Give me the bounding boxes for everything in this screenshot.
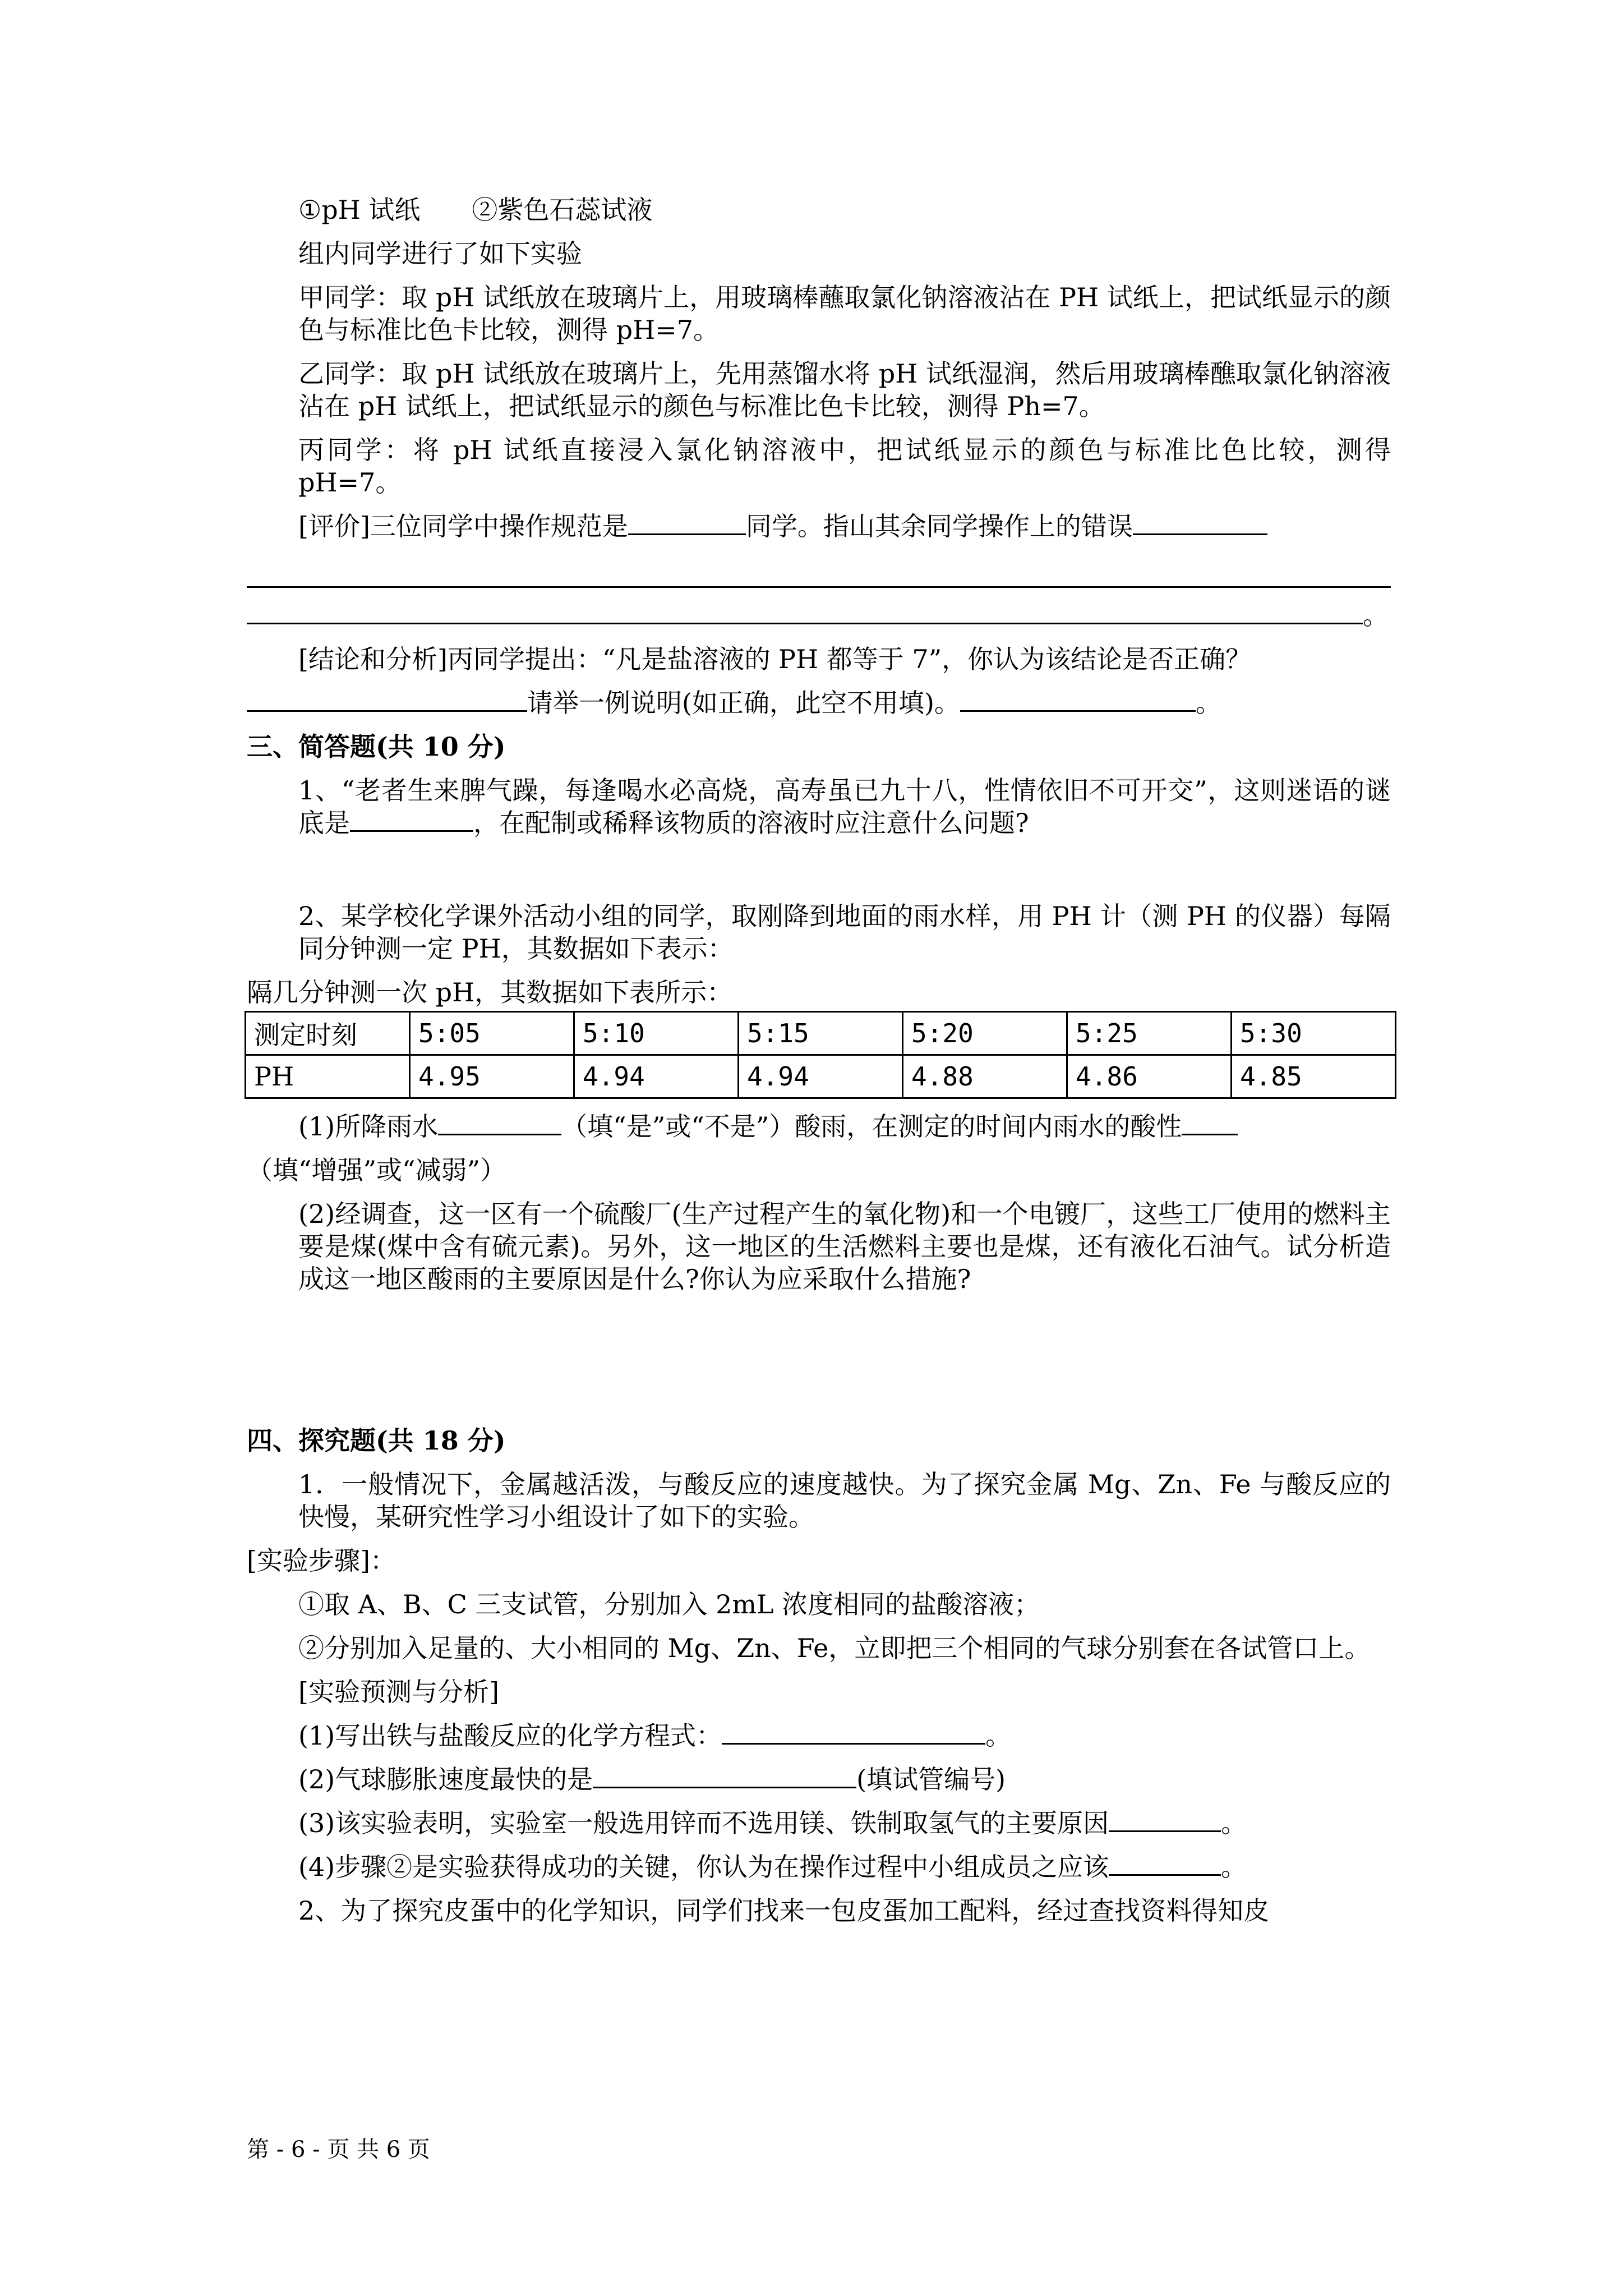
question-3-2-table-intro: 隔几分钟测一次 pH，其数据如下表所示： [247, 977, 733, 1007]
prediction-heading: [实验预测与分析] [298, 1677, 499, 1707]
table-cell: 5:15 [739, 1012, 903, 1055]
answer-space [247, 1306, 1391, 1424]
table-row [246, 1055, 1396, 1098]
section-heading-3: 三、简答题(共 10 分) [247, 731, 506, 762]
evaluation-line [247, 510, 1391, 542]
step-2: ②分别加入足量的、大小相同的 Mg、Zn、Fe，立即把三个相同的气球分别套在各试管口上。 [298, 1633, 1371, 1663]
answer-blank-long[interactable] [247, 600, 1363, 624]
question-3-1-text-1: 1、“老者生来脾气躁，每逢喝水必高烧，高寿虽已九十八，性情依旧不可开交”，这则迷语的谜底是 [298, 775, 1391, 838]
prediction-2-text-2: (填试管编号) [856, 1764, 1006, 1795]
line-group-intro: 组内同学进行了如下实验 [298, 238, 582, 269]
answer-line-full[interactable] [247, 554, 1391, 588]
step-1: ①取 A、B、C 三支试管，分别加入 2mL 浓度相同的盐酸溶液； [298, 1589, 1040, 1619]
prediction-4-text: (4)步骤②是实验获得成功的关键，你认为在操作过程中小组成员之应该 [298, 1852, 1109, 1882]
answer-blank-evaluation-2[interactable] [1133, 511, 1267, 535]
ph-data-table [245, 1011, 1396, 1099]
section-heading-4: 四、探究题(共 18 分) [247, 1425, 506, 1456]
answer-blank-equation[interactable] [722, 1720, 985, 1745]
table-cell: 4.94 [739, 1055, 903, 1098]
example-line [247, 687, 1391, 719]
evaluation-text-1: [评价]三位同学中操作规范是 [298, 511, 628, 541]
table-cell: 5:20 [903, 1012, 1067, 1055]
table-cell: 5:05 [410, 1012, 574, 1055]
question-3-2-1 [247, 1110, 1391, 1143]
table-row [246, 1012, 1396, 1055]
table-cell: 4.85 [1232, 1055, 1396, 1098]
answer-blank-tube[interactable] [593, 1764, 856, 1788]
question-4-2: 2、为了探究皮蛋中的化学知识，同学们找来一包皮蛋加工配料，经过查找资料得知皮 [298, 1895, 1270, 1926]
line-ph-options: ①pH 试纸 ②紫色石蕊试液 [298, 195, 653, 225]
example-text: 请举一例说明(如正确，此空不用填)。 [527, 688, 960, 718]
question-3-2-1-text-2: （填“是”或“不是”）酸雨，在测定的时间内雨水的酸性 [561, 1111, 1182, 1142]
answer-blank-evaluation-1[interactable] [628, 511, 746, 535]
table-header-cell: PH [246, 1055, 410, 1098]
table-cell: 5:25 [1067, 1012, 1232, 1055]
table-cell: 4.95 [410, 1055, 574, 1098]
period-mark: 。 [985, 1720, 1012, 1751]
answer-blank-operation[interactable] [1109, 1852, 1221, 1876]
question-3-1-text-2: ，在配制或稀释该物质的溶液时应注意什么问题? [473, 808, 1029, 838]
evaluation-text-2: 同学。指山其余同学操作上的错误 [745, 511, 1133, 541]
answer-blank-acidity[interactable] [1182, 1111, 1238, 1135]
experiment-steps-heading: [实验步骤]： [247, 1545, 396, 1576]
table-cell: 4.94 [574, 1055, 739, 1098]
table-cell: 5:10 [574, 1012, 739, 1055]
prediction-2 [247, 1763, 1391, 1796]
period-mark: 。 [1221, 1808, 1247, 1838]
question-3-2-1-hint: （填“增强”或“减弱”） [247, 1155, 506, 1185]
table-cell: 5:30 [1232, 1012, 1396, 1055]
table-header-cell: 测定时刻 [246, 1012, 410, 1055]
table-cell: 4.88 [903, 1055, 1067, 1098]
student-a-text: 甲同学：取 pH 试纸放在玻璃片上，用玻璃棒蘸取氯化钠溶液沾在 PH 试纸上，把试纸显示的颜色与标准比色卡比较，测得 pH=7。 [298, 282, 1391, 345]
prediction-1-text: (1)写出铁与盐酸反应的化学方程式： [298, 1720, 722, 1751]
answer-blank-reason[interactable] [1109, 1808, 1221, 1832]
period-mark: 。 [1195, 688, 1221, 718]
prediction-1 [247, 1719, 1391, 1752]
question-3-2-2: (2)经调查，这一区有一个硫酸厂(生产过程产生的氧化物)和一个电镀厂，这些工厂使用的燃料主要是煤(煤中含有硫元素)。另外，这一地区的生活燃料主要也是煤，还有液化石油气。试分析造成这一地区酸雨的主要原因是什么?你认为应采取什么措施? [298, 1199, 1391, 1294]
prediction-4 [247, 1851, 1391, 1883]
prediction-3-text: (3)该实验表明，实验室一般选用锌而不选用镁、铁制取氢气的主要原因 [298, 1808, 1109, 1838]
answer-blank-riddle[interactable] [350, 808, 473, 832]
page-footer: 第 - 6 - 页 共 6 页 [247, 2137, 430, 2162]
conclusion-line: [结论和分析]丙同学提出：“凡是盐溶液的 PH 都等于 7”，你认为该结论是否正确？ [298, 644, 1252, 674]
student-b-text: 乙同学：取 pH 试纸放在玻璃片上，先用蒸馏水将 pH 试纸湿润，然后用玻璃棒醮取氯化钠溶液沾在 pH 试纸上，把试纸显示的颜色与标准比色卡比较，测得 Ph=7。 [298, 358, 1391, 421]
question-3-2: 2、某学校化学课外活动小组的同学，取刚降到地面的雨水样，用 PH 计（测 PH 的仪器）每隔同分钟测一定 PH，其数据如下表示： [298, 901, 1391, 964]
prediction-3 [247, 1807, 1391, 1839]
question-3-2-1-text-1: (1)所降雨水 [298, 1111, 439, 1142]
answer-blank-correct[interactable] [247, 688, 527, 712]
student-c-text: 丙同学：将 pH 试纸直接浸入氯化钠溶液中，把试纸显示的颜色与标准比色比较，测得 pH=7。 [298, 435, 1391, 498]
answer-blank-acid-rain[interactable] [438, 1111, 561, 1135]
answer-space [247, 850, 1391, 900]
answer-blank-example[interactable] [960, 688, 1196, 712]
period-mark: 。 [1221, 1852, 1247, 1882]
prediction-2-text-1: (2)气球膨胀速度最快的是 [298, 1764, 593, 1795]
answer-line-end [247, 599, 1391, 632]
table-cell: 4.86 [1067, 1055, 1232, 1098]
question-4-1: 1．一般情况下，金属越活泼，与酸反应的速度越快。为了探究金属 Mg、Zn、Fe 与酸反应的快慢，某研究性学习小组设计了如下的实验。 [298, 1469, 1391, 1532]
period-mark: 。 [1363, 600, 1389, 631]
page-content [247, 194, 1391, 1938]
question-3-1 [247, 774, 1391, 839]
